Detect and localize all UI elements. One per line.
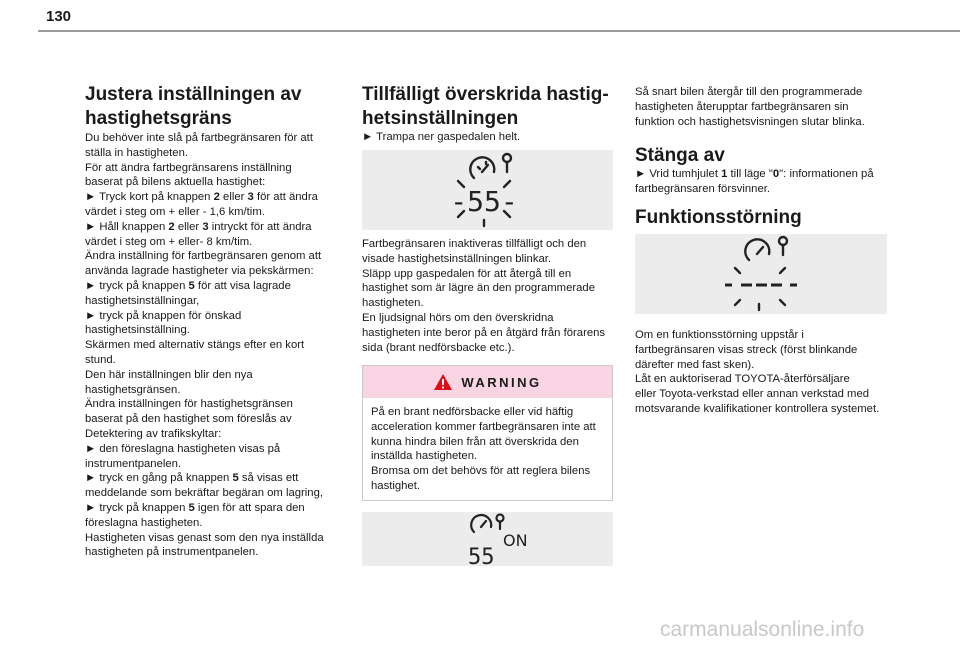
col1-line: Hastigheten visas genast som den nya inställda [85,531,324,544]
limiter-on-label: ON [503,531,528,550]
page-number: 130 [46,8,72,25]
heading-malfunction: Funktionsstörning [635,207,802,228]
speedometer-limit-icon [362,150,613,230]
col1-line: ställa in hastigheten. [85,146,188,159]
speedometer-limit-icon [362,512,613,566]
col3-fault-line: Låt en auktoriserad TOYOTA-återförsäljare [635,373,850,386]
col2-line: visade hastighetsinställningen blinkar. [362,252,552,265]
warning-header [363,366,612,398]
col2-intro: ► Trampa ner gaspedalen helt. [362,131,521,143]
col1-line: baserat på bilens aktuella hastighet: [85,176,266,189]
col2-line: En ljudsignal hörs om den överskridna [362,311,554,324]
col1-line: ► Tryck kort på knappen 2 eller 3 för att ändra [85,191,318,204]
col1-line: instrumentpanelen. [85,457,182,470]
warning-body [363,398,612,494]
col1-line: För att ändra fartbegränsarens inställning [85,161,292,174]
speed-display-text: -55- [450,185,518,218]
warning-line: acceleration kommer fartbegränsaren inte att [371,420,596,433]
warning-line: hastighet. [371,479,420,492]
col2-line: hastighet som är lägre än den programmerade [362,282,595,295]
col1-line: föreslagna hastigheten. [85,516,203,529]
col1-line: använda lagrade hastigheter via pekskärmen: [85,265,314,278]
col1-line: värdet i steg om + eller - 1,6 km/tim. [85,205,265,218]
col2-line: Fartbegränsaren inaktiveras tillfälligt och den [362,238,587,250]
col1-line: hastigheten på instrumentpanelen. [85,546,259,559]
heading-override-limit [362,83,630,131]
col2-line: hastigheten inte beror på en åtgärd från förarens [362,326,606,339]
heading-switch-off: Stänga av [635,145,725,166]
col1-line: ► den föreslagna hastigheten visas på [85,442,281,455]
col3-fault-line: Om en funktionsstörning uppstår i [635,329,804,341]
col3-line: hastigheten återupptar fartbegränsaren sin [635,100,849,113]
col1-line: Skärmen med alternativ stängs efter en kort [85,339,305,352]
warning-line: kunna hindra bilen från att överskrida den [371,435,579,448]
col2-line: sida (brant nedförsbacke etc.). [362,341,515,354]
heading-override-line2: hetsinställningen [362,108,519,129]
heading-adjust-limit: Justera inställningen av hastighetsgräns [85,84,302,129]
limiter-on-digits: 55 [468,545,495,566]
warning-line: På en brant nedförsbacke eller vid häftig [371,406,574,418]
col2-line: hastigheten. [362,297,424,310]
col1-line: ► tryck på knappen 5 för att visa lagrade [85,279,291,292]
col3-intro [635,85,901,129]
col3-line: funktion och hastighetsvisningen slutar blinka. [635,115,865,128]
warning-title: WARNING [461,374,542,390]
col1-line: Detektering av trafikskyltar: [85,427,222,440]
col3-fault-line: fartbegränsaren visas streck (först blinkande [635,343,858,356]
col1-line: stund. [85,353,116,366]
warning-triangle-icon [433,373,453,391]
figure-limiter-on [362,512,613,566]
col1-line: Ändra inställningen för hastighetsgränsen [85,398,293,411]
heading-override-line1: Tillfälligt överskrida hastig- [362,84,609,105]
col1-line: hastighetsgränsen. [85,383,181,396]
col3-off-body [635,167,901,197]
col1-line: ► Håll knappen 2 eller 3 intryckt för att ändra [85,220,312,233]
col3-fault-line: motsvarande kvalifikationer kontrollera systemet. [635,402,880,415]
col1-line: Ändra inställning för fartbegränsaren genom att [85,250,322,263]
col1-line: ► tryck på knappen 5 igen för att spara den [85,501,305,514]
col3-fault-line: därefter med fast sken). [635,358,755,371]
speedometer-limit-icon [635,234,887,314]
col2-line: Släpp upp gaspedalen för att återgå till en [362,267,572,280]
col1-line: hastighetsinställningar, [85,294,200,307]
col1-line: Den här inställningen blir den nya [85,368,253,381]
top-divider [38,30,960,32]
col3-fault-line: eller Toyota-verkstad eller annan verkstad med [635,388,870,401]
warning-line: inställda hastigheten. [371,450,478,463]
warning-box [362,365,613,501]
col1-line: ► tryck på knappen för önskad [85,309,242,322]
warning-line: Bromsa om det behövs för att reglera bilens [371,465,591,478]
col3-off-line: fartbegränsaren försvinner. [635,182,771,195]
watermark: carmanualsonline.info [660,618,865,641]
figure-speed-override [362,150,613,230]
col1-line: ► tryck en gång på knappen 5 så visas ett [85,472,299,485]
col1-line: baserat på den hastighet som föreslås av [85,413,292,426]
col1-line: värdet i steg om + eller- 8 km/tim. [85,235,253,248]
col1-line: meddelande som bekräftar begäran om lagring, [85,487,324,500]
col1-body [85,131,351,560]
col1-line: hastighetsinställning. [85,324,190,337]
col3-line: Så snart bilen återgår till den programmerade [635,86,863,98]
figure-malfunction [635,234,887,314]
col3-fault-body [635,328,901,417]
col2-body [362,237,628,355]
col1-line: Du behöver inte slå på fartbegränsaren för att [85,132,313,144]
col3-off-line: ► Vrid tumhjulet 1 till läge "0": informationen på [635,168,874,180]
